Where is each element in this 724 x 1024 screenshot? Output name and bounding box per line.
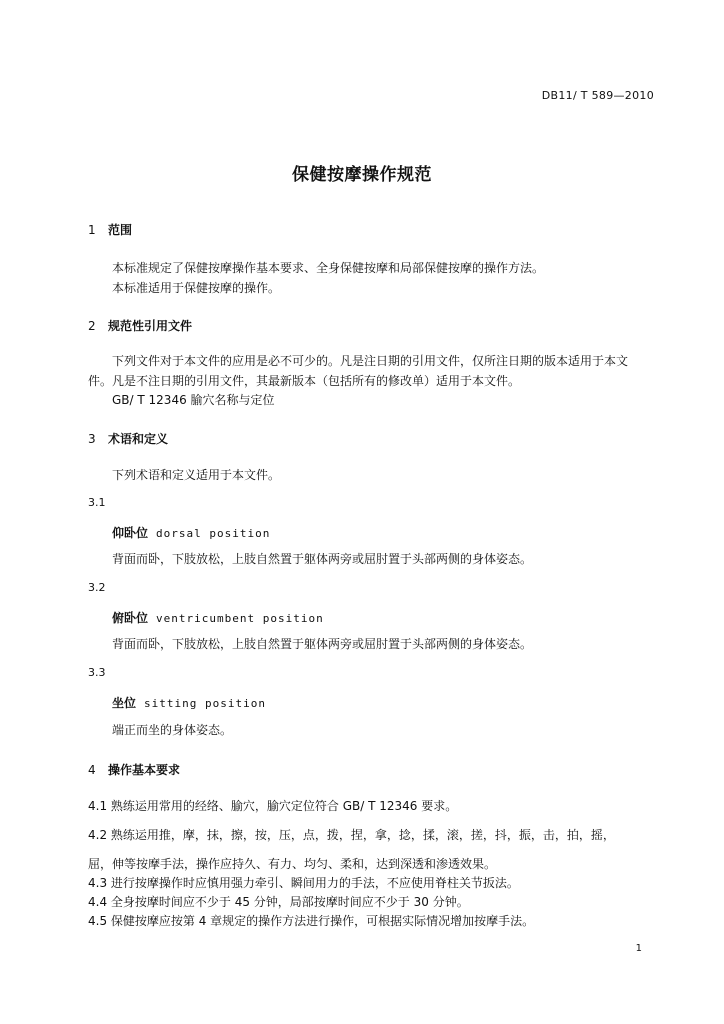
clause-number: 3.3 [88,666,106,679]
term-entry [112,694,266,711]
section-title: 规范性引用文件 [108,319,193,333]
section-4-heading [88,761,180,778]
term-en: dorsal position [156,527,271,540]
section-title: 术语和定义 [108,432,169,446]
term-definition: 端正而坐的身体姿态。 [112,723,233,737]
standard-number: DB11/ T 589—2010 [541,89,654,102]
section-number: 4 [88,763,96,777]
page-number: 1 [635,943,642,954]
term-zh: 俯卧位 [112,611,149,625]
requirement-line: 4.4 全身按摩时间应不少于 45 分钟，局部按摩时间应不少于 30 分钟。 [88,895,469,909]
section-2-heading [88,317,192,334]
paragraph-line: 下列文件对于本文件的应用是必不可少的。凡是注日期的引用文件，仅所注日期的版本适用于本文 [112,354,629,368]
clause-number: 3.1 [88,496,106,509]
paragraph-line: 本标准规定了保健按摩操作基本要求、全身保健按摩和局部保健按摩的操作方法。 [112,261,545,275]
section-title: 操作基本要求 [108,763,181,777]
paragraph-line: 下列术语和定义适用于本文件。 [112,468,281,482]
section-3-heading [88,430,168,447]
requirement-line: 4.5 保健按摩应按第 4 章规定的操作方法进行操作，可根据实际情况增加按摩手法。 [88,914,535,928]
requirement-line: 4.3 进行按摩操作时应慎用强力牵引、瞬间用力的手法，不应使用脊柱关节扳法。 [88,876,519,890]
section-number: 1 [88,223,96,237]
term-definition: 背面而卧，下肢放松，上肢自然置于躯体两旁或屈肘置于头部两侧的身体姿态。 [112,637,533,651]
requirement-line: 4.1 熟练运用常用的经络、腧穴，腧穴定位符合 GB/ T 12346 要求。 [88,799,458,813]
term-en: sitting position [144,697,266,710]
term-zh: 坐位 [112,696,137,710]
section-1-heading [88,221,132,238]
requirement-line: 屈，伸等按摩手法，操作应持久、有力、均匀、柔和，达到深透和渗透效果。 [88,857,497,871]
document-title: 保健按摩操作规范 [292,165,432,185]
paragraph-line: 件。凡是不注日期的引用文件，其最新版本（包括所有的修改单）适用于本文件。 [88,374,521,388]
paragraph-line: 本标准适用于保健按摩的操作。 [112,281,281,295]
clause-number: 3.2 [88,581,106,594]
section-title: 范围 [108,223,133,237]
section-number: 2 [88,319,96,333]
term-zh: 仰卧位 [112,526,149,540]
term-entry [112,609,324,626]
term-definition: 背面而卧，下肢放松，上肢自然置于躯体两旁或屈肘置于头部两侧的身体姿态。 [112,552,533,566]
term-en: ventricumbent position [156,612,324,625]
term-entry [112,524,270,541]
reference-entry: GB/ T 12346 腧穴名称与定位 [112,393,275,407]
requirement-line: 4.2 熟练运用推，摩，抹，擦，按，压，点，拨，捏，拿，捻，揉，滚，搓，抖，振，击，拍，摇， [88,828,615,842]
section-number: 3 [88,432,96,446]
